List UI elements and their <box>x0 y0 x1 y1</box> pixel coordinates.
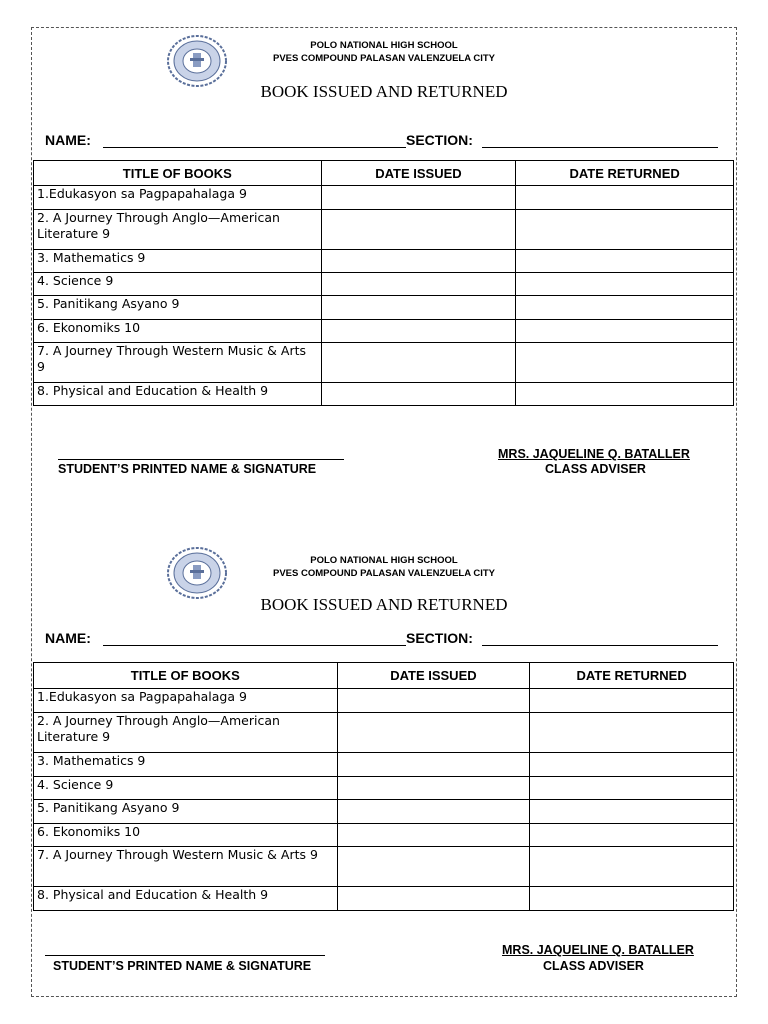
table-row <box>34 800 734 824</box>
date-issued-cell[interactable] <box>321 320 516 343</box>
table-header-row <box>34 663 734 689</box>
col-date-returned-header: DATE RETURNED <box>530 663 734 689</box>
table-row <box>34 847 734 887</box>
date-issued-cell[interactable] <box>337 887 530 911</box>
table-row <box>34 210 734 250</box>
table-row <box>34 250 734 273</box>
adviser-name: MRS. JAQUELINE Q. BATALLER <box>498 447 690 461</box>
book-title: 6. Ekonomiks 10 <box>34 320 322 343</box>
date-returned-cell[interactable] <box>516 186 734 210</box>
col-date-issued-header: DATE ISSUED <box>337 663 530 689</box>
date-returned-cell[interactable] <box>516 296 734 320</box>
section-label: SECTION: <box>406 132 473 148</box>
book-title: 2. A Journey Through Anglo—American Literature 9 <box>34 713 338 753</box>
table-header-row <box>34 161 734 186</box>
school-line1: POLO NATIONAL HIGH SCHOOL <box>310 40 458 51</box>
name-label: NAME: <box>45 132 91 148</box>
date-returned-cell[interactable] <box>530 887 734 911</box>
date-issued-cell[interactable] <box>337 753 530 777</box>
date-issued-cell[interactable] <box>321 210 516 250</box>
table-row <box>34 320 734 343</box>
adviser-name: MRS. JAQUELINE Q. BATALLER <box>502 943 694 957</box>
date-issued-cell[interactable] <box>337 800 530 824</box>
date-issued-cell[interactable] <box>337 824 530 847</box>
book-title: 8. Physical and Education & Health 9 <box>34 887 338 911</box>
adviser-role: CLASS ADVISER <box>543 959 644 973</box>
date-issued-cell[interactable] <box>337 689 530 713</box>
student-signature-line[interactable] <box>58 459 344 460</box>
date-returned-cell[interactable] <box>516 320 734 343</box>
col-date-returned-header: DATE RETURNED <box>516 161 734 186</box>
school-line2: PVES COMPOUND PALASAN VALENZUELA CITY <box>272 53 496 64</box>
col-title-header: TITLE OF BOOKS <box>34 161 322 186</box>
date-issued-cell[interactable] <box>321 383 516 406</box>
date-returned-cell[interactable] <box>516 210 734 250</box>
table-row <box>34 383 734 406</box>
book-title: 5. Panitikang Asyano 9 <box>34 800 338 824</box>
book-title: 7. A Journey Through Western Music & Arts 9 <box>34 847 338 887</box>
book-title: 1.Edukasyon sa Pagpapahalaga 9 <box>34 186 322 210</box>
name-field[interactable] <box>103 147 406 148</box>
name-field[interactable] <box>103 645 406 646</box>
school-line2: PVES COMPOUND PALASAN VALENZUELA CITY <box>272 568 496 579</box>
school-line1: POLO NATIONAL HIGH SCHOOL <box>310 555 458 566</box>
table-row <box>34 753 734 777</box>
table-row <box>34 824 734 847</box>
date-returned-cell[interactable] <box>516 383 734 406</box>
date-issued-cell[interactable] <box>337 777 530 800</box>
date-returned-cell[interactable] <box>530 753 734 777</box>
date-issued-cell[interactable] <box>321 273 516 296</box>
name-section-row <box>45 630 720 650</box>
student-signature-line[interactable] <box>45 955 325 956</box>
date-returned-cell[interactable] <box>530 847 734 887</box>
date-returned-cell[interactable] <box>530 689 734 713</box>
section-field[interactable] <box>482 645 718 646</box>
form-title: BOOK ISSUED AND RETURNED <box>260 82 508 101</box>
date-issued-cell[interactable] <box>321 296 516 320</box>
date-issued-cell[interactable] <box>321 250 516 273</box>
date-returned-cell[interactable] <box>530 800 734 824</box>
name-section-row <box>45 132 720 152</box>
section-label: SECTION: <box>406 630 473 646</box>
student-signature-caption: STUDENT’S PRINTED NAME & SIGNATURE <box>53 959 312 973</box>
date-returned-cell[interactable] <box>530 713 734 753</box>
date-returned-cell[interactable] <box>516 273 734 296</box>
table-row <box>34 777 734 800</box>
book-title: 5. Panitikang Asyano 9 <box>34 296 322 320</box>
name-label: NAME: <box>45 630 91 646</box>
col-date-issued-header: DATE ISSUED <box>321 161 516 186</box>
date-issued-cell[interactable] <box>337 713 530 753</box>
date-returned-cell[interactable] <box>530 824 734 847</box>
book-title: 1.Edukasyon sa Pagpapahalaga 9 <box>34 689 338 713</box>
table-row <box>34 343 734 383</box>
table-row <box>34 296 734 320</box>
book-title: 6. Ekonomiks 10 <box>34 824 338 847</box>
date-issued-cell[interactable] <box>321 186 516 210</box>
book-title: 8. Physical and Education & Health 9 <box>34 383 322 406</box>
table-row <box>34 713 734 753</box>
book-title: 4. Science 9 <box>34 777 338 800</box>
section-field[interactable] <box>482 147 718 148</box>
date-returned-cell[interactable] <box>516 343 734 383</box>
date-returned-cell[interactable] <box>530 777 734 800</box>
table-row <box>34 273 734 296</box>
school-name <box>180 39 588 65</box>
table-row <box>34 887 734 911</box>
book-title: 3. Mathematics 9 <box>34 753 338 777</box>
book-title: 3. Mathematics 9 <box>34 250 322 273</box>
col-title-header: TITLE OF BOOKS <box>34 663 338 689</box>
date-returned-cell[interactable] <box>516 250 734 273</box>
book-title: 4. Science 9 <box>34 273 322 296</box>
table-row <box>34 186 734 210</box>
books-table <box>33 662 734 911</box>
date-issued-cell[interactable] <box>321 343 516 383</box>
adviser-role: CLASS ADVISER <box>545 462 646 476</box>
book-title: 2. A Journey Through Anglo—American Literature 9 <box>34 210 322 250</box>
school-name <box>180 554 588 580</box>
form-title: BOOK ISSUED AND RETURNED <box>260 595 508 614</box>
date-issued-cell[interactable] <box>337 847 530 887</box>
table-row <box>34 689 734 713</box>
books-table <box>33 160 734 406</box>
book-title: 7. A Journey Through Western Music & Arts 9 <box>34 343 322 383</box>
student-signature-caption: STUDENT’S PRINTED NAME & SIGNATURE <box>58 462 317 476</box>
